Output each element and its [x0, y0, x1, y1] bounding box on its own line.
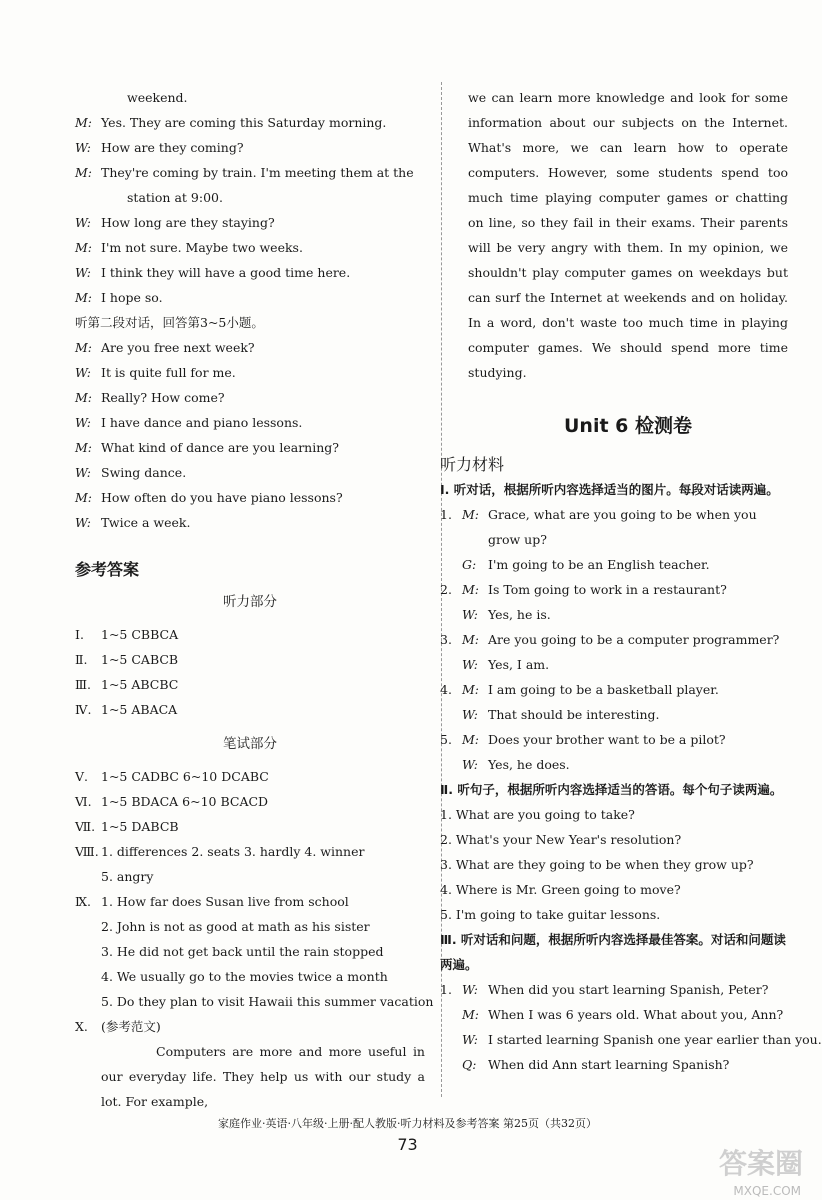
- item-number: 5.: [440, 732, 452, 747]
- section-title: Ⅱ. 听句子，根据所听内容选择适当的答语。每个句子读两遍。: [440, 782, 783, 797]
- dialog-text: Swing dance.: [101, 465, 187, 480]
- dialog-line: [75, 185, 425, 210]
- answer-number: Ⅳ.: [75, 702, 92, 717]
- dialog-line: [75, 235, 425, 260]
- answer-text: 4. We usually go to the movies twice a month: [101, 969, 388, 984]
- dialog-text: grow up?: [488, 532, 547, 547]
- dialog-text: I hope so.: [101, 290, 163, 305]
- unit-title: Unit 6 检测卷: [564, 415, 692, 437]
- answer-row: [75, 964, 425, 989]
- answer-row: [75, 939, 425, 964]
- answer-row: [75, 889, 425, 914]
- speaker-label: M:: [75, 490, 93, 505]
- answer-row: [75, 672, 425, 697]
- dialog-line: [75, 210, 425, 235]
- answer-row: [75, 789, 425, 814]
- dialog-line: [75, 260, 425, 285]
- answer-row: [75, 647, 425, 672]
- answer-text: 1~5 CABCB: [101, 652, 179, 667]
- dialog-line: [75, 435, 425, 460]
- dialog-text: Yes, I am.: [488, 657, 550, 672]
- speaker-label: M:: [75, 115, 93, 130]
- dialog-line: [440, 677, 788, 702]
- dialog-line: [440, 527, 788, 552]
- dialog-text: How long are they staying?: [101, 215, 275, 230]
- answer-text: 1~5 CADBC 6~10 DCABC: [101, 769, 269, 784]
- answer-number: Ⅴ.: [75, 769, 89, 784]
- speaker-label: M:: [462, 732, 480, 747]
- dialog-text: I'm going to be an English teacher.: [488, 557, 710, 572]
- answer-text: 1. differences 2. seats 3. hardly 4. winner: [101, 844, 365, 859]
- dialog-text: Are you free next week?: [101, 340, 255, 355]
- speaker-label: M:: [75, 240, 93, 255]
- speaker-label: W:: [462, 1032, 478, 1047]
- answer-number: Ⅷ.: [75, 844, 99, 859]
- sentence-item: 1. What are you going to take?: [440, 807, 635, 822]
- answer-number: Ⅲ.: [75, 677, 92, 692]
- answer-text: 1~5 CBBCA: [101, 627, 179, 642]
- speaker-label: W:: [75, 465, 91, 480]
- dialog-text: I think they will have a good time here.: [101, 265, 351, 280]
- speaker-label: W:: [75, 140, 91, 155]
- answer-row: [75, 622, 425, 647]
- dialog-line: [75, 460, 425, 485]
- answer-text: 1~5 ABCBC: [101, 677, 179, 692]
- dialog-text: Yes. They are coming this Saturday morning.: [101, 115, 387, 130]
- speaker-label: W:: [75, 365, 91, 380]
- item-number: 1.: [440, 982, 452, 997]
- dialog-text: I started learning Spanish one year earlier than you.: [488, 1032, 822, 1047]
- answers-title: 参考答案: [75, 560, 140, 579]
- answer-row: [75, 814, 425, 839]
- answer-number: Ⅶ.: [75, 819, 96, 834]
- left-column: [75, 85, 434, 1114]
- page-number: 73: [397, 1135, 418, 1154]
- speaker-label: M:: [462, 582, 480, 597]
- dialog-line: [75, 285, 425, 310]
- answer-row: [75, 989, 434, 1014]
- answer-number: Ⅵ.: [75, 794, 92, 809]
- dialog-text: When I was 6 years old. What about you, Ann?: [488, 1007, 784, 1022]
- answer-number: Ⅰ.: [75, 627, 84, 642]
- speaker-label: Q:: [462, 1057, 477, 1072]
- dialog-text: That should be interesting.: [488, 707, 660, 722]
- dialog-text: Does your brother want to be a pilot?: [488, 732, 726, 747]
- dialog-text: When did Ann start learning Spanish?: [488, 1057, 730, 1072]
- listening-material-title: 听力材料: [440, 455, 505, 474]
- essay-continued: we can learn more knowledge and look for some information about our subjects on the Internet. What's more, we can learn how to operate computers. However, some students spend too much time playing computer games or chatting on line, so they fail in their exams. Their parents will be very angry with them. In my opinion, we shouldn't play computer games on weekdays but can surf the Internet at weekends and on holiday. In a word, don't waste too much time in playing computer games. We should spend more time studying.: [468, 90, 788, 380]
- dialog-text: Yes, he does.: [488, 757, 570, 772]
- dialog-line: [440, 702, 788, 727]
- speaker-label: M:: [75, 440, 93, 455]
- dialog-text: They're coming by train. I'm meeting them at the: [101, 165, 414, 180]
- watermark-logo: 答案圈: [718, 1147, 803, 1180]
- dialog-line: [75, 485, 425, 510]
- speaker-label: M:: [462, 507, 480, 522]
- answer-row: [75, 697, 425, 722]
- speaker-label: W:: [462, 607, 478, 622]
- dialog-text: It is quite full for me.: [101, 365, 236, 380]
- dialog-line: [75, 510, 425, 535]
- answer-row: [75, 914, 425, 939]
- section-title: Ⅰ. 听对话，根据所听内容选择适当的图片。每段对话读两遍。: [440, 482, 779, 497]
- speaker-label: W:: [462, 757, 478, 772]
- dialog-text: How are they coming?: [101, 140, 244, 155]
- answer-row: [75, 764, 425, 789]
- dialog-text: Are you going to be a computer programmer?: [488, 632, 780, 647]
- speaker-label: M:: [75, 165, 93, 180]
- dialog-line: [440, 602, 788, 627]
- dialog-line: [440, 577, 788, 602]
- speaker-label: M:: [462, 682, 480, 697]
- answer-text: 3. He did not get back until the rain stopped: [101, 944, 384, 959]
- dialog-line: [440, 727, 788, 752]
- essay-paragraph: Computers are more and more useful in our everyday life. They help us with our study a lot. For example,: [101, 1044, 425, 1109]
- answer-row: [75, 1014, 425, 1039]
- dialog-text: Is Tom going to work in a restaurant?: [488, 582, 727, 597]
- dialog-text: weekend.: [127, 90, 188, 105]
- answer-text: 5. Do they plan to visit Hawaii this summer vacation: [101, 994, 434, 1009]
- speaker-label: W:: [462, 657, 478, 672]
- dialog-text: I have dance and piano lessons.: [101, 415, 303, 430]
- dialog-line: [440, 1027, 822, 1052]
- sentence-item: 4. Where is Mr. Green going to move?: [440, 882, 681, 897]
- watermark-url: MXQE.COM: [733, 1184, 801, 1198]
- speaker-label: W:: [462, 982, 478, 997]
- answer-text: (参考范文): [101, 1019, 161, 1034]
- sentence-item: 2. What's your New Year's resolution?: [440, 832, 682, 847]
- item-number: 1.: [440, 507, 452, 522]
- speaker-label: W:: [75, 265, 91, 280]
- answer-text: 1. How far does Susan live from school: [101, 894, 349, 909]
- answer-row: [75, 864, 425, 889]
- speaker-label: M:: [75, 290, 93, 305]
- answer-text: 1~5 DABCB: [101, 819, 179, 834]
- dialog-line: [440, 977, 788, 1002]
- answer-number: Ⅹ.: [75, 1019, 88, 1034]
- dialog-line: [75, 110, 425, 135]
- speaker-label: M:: [75, 390, 93, 405]
- section-title: Ⅲ. 听对话和问题，根据所听内容选择最佳答案。对话和问题读两遍。: [440, 932, 786, 972]
- dialog-line: [75, 160, 425, 185]
- speaker-label: W:: [75, 515, 91, 530]
- item-number: 3.: [440, 632, 452, 647]
- speaker-label: G:: [462, 557, 477, 572]
- speaker-label: M:: [75, 340, 93, 355]
- dialog-line: [440, 1052, 788, 1077]
- dialog-text: When did you start learning Spanish, Peter?: [488, 982, 769, 997]
- dialog-text: How often do you have piano lessons?: [101, 490, 343, 505]
- dialog-text: station at 9:00.: [127, 190, 223, 205]
- dialog-line: [75, 85, 425, 110]
- speaker-label: M:: [462, 1007, 480, 1022]
- dialog2-heading: 听第二段对话，回答第3~5小题。: [75, 315, 264, 330]
- dialog-text: I am going to be a basketball player.: [488, 682, 719, 697]
- dialog-line: [75, 385, 425, 410]
- dialog-line: [440, 627, 788, 652]
- sentence-item: 5. I'm going to take guitar lessons.: [440, 907, 661, 922]
- speaker-label: W:: [75, 215, 91, 230]
- answer-text: 5. angry: [101, 869, 154, 884]
- answer-text: 2. John is not as good at math as his sister: [101, 919, 370, 934]
- answer-row: [75, 839, 425, 864]
- dialog-line: [440, 652, 788, 677]
- dialog-text: Yes, he is.: [488, 607, 551, 622]
- page-footer: 家庭作业·英语·八年级·上册·配人教版·听力材料及参考答案 第25页（共32页）: [218, 1117, 597, 1130]
- dialog-text: Really? How come?: [101, 390, 225, 405]
- dialog-line: [75, 135, 425, 160]
- item-number: 2.: [440, 582, 452, 597]
- dialog-line: [75, 360, 425, 385]
- dialog-line: [75, 410, 425, 435]
- dialog-text: What kind of dance are you learning?: [101, 440, 339, 455]
- dialog-text: Grace, what are you going to be when you: [488, 507, 757, 522]
- answer-number: Ⅱ.: [75, 652, 88, 667]
- dialog-text: I'm not sure. Maybe two weeks.: [101, 240, 303, 255]
- dialog-line: [75, 335, 425, 360]
- dialog-line: [440, 552, 788, 577]
- dialog-text: Twice a week.: [101, 515, 191, 530]
- listening-part-heading: 听力部分: [223, 594, 277, 610]
- dialog-line: [440, 1002, 788, 1027]
- writing-part-heading: 笔试部分: [223, 736, 277, 752]
- answer-number: Ⅸ.: [75, 894, 92, 909]
- answer-text: 1~5 BDACA 6~10 BCACD: [101, 794, 269, 809]
- right-column: [440, 85, 822, 1077]
- item-number: 4.: [440, 682, 452, 697]
- dialog-line: [440, 752, 788, 777]
- answer-text: 1~5 ABACA: [101, 702, 178, 717]
- dialog-line: [440, 502, 788, 527]
- speaker-label: W:: [75, 415, 91, 430]
- speaker-label: M:: [462, 632, 480, 647]
- speaker-label: W:: [462, 707, 478, 722]
- sentence-item: 3. What are they going to be when they grow up?: [440, 857, 754, 872]
